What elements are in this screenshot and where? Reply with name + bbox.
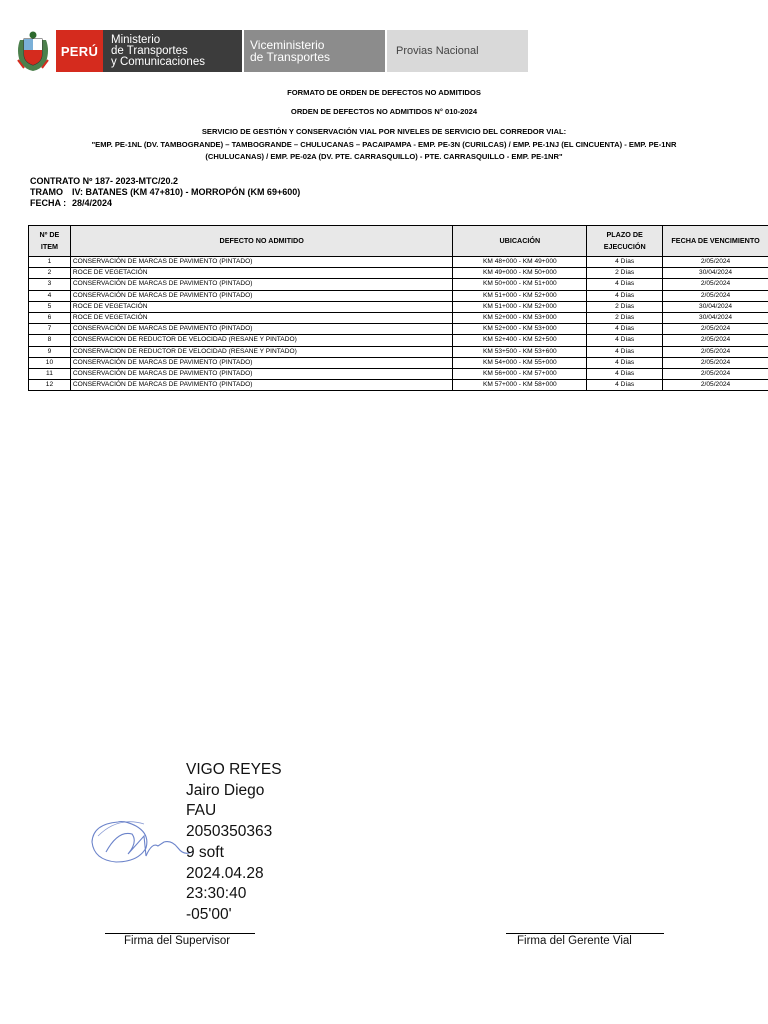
header-item: Nº DE ITEM bbox=[29, 226, 71, 257]
cell-defecto: CONSERVACIÓN DE MARCAS DE PAVIMENTO (PINTADO) bbox=[70, 279, 453, 290]
defects-table bbox=[28, 225, 768, 391]
signature-line: 23:30:40 bbox=[186, 885, 247, 903]
cell-plazo: 4 Días bbox=[587, 368, 663, 379]
signature-line: FAU bbox=[186, 802, 217, 820]
cell-item: 7 bbox=[29, 324, 71, 335]
table-row bbox=[29, 312, 768, 323]
meta-block bbox=[30, 176, 300, 209]
cell-defecto: CONSERVACIÓN DE MARCAS DE PAVIMENTO (PINTADO) bbox=[70, 357, 453, 368]
cell-item: 5 bbox=[29, 301, 71, 312]
cell-defecto: CONSERVACIÓN DE MARCAS DE PAVIMENTO (PINTADO) bbox=[70, 380, 453, 391]
table-header-row bbox=[29, 226, 768, 257]
cell-item: 12 bbox=[29, 380, 71, 391]
supervisor-signature-label: Firma del Supervisor bbox=[124, 935, 231, 947]
signature-line: -05'00' bbox=[186, 905, 232, 923]
cell-fecha: 2/05/2024 bbox=[663, 368, 768, 379]
cell-plazo: 4 Días bbox=[587, 357, 663, 368]
cell-defecto: CONSERVACION DE REDUCTOR DE VELOCIDAD (RESANE Y PINTADO) bbox=[70, 335, 453, 346]
header-defecto: DEFECTO NO ADMITIDO bbox=[70, 226, 453, 257]
service-line-3: (CHULUCANAS) / EMP. PE-02A (DV. PTE. CARRASQUILLO) - PTE. CARRASQUILLO - EMP. PE-1NR" bbox=[205, 152, 563, 161]
fecha-value: 28/4/2024 bbox=[72, 198, 113, 208]
cell-ubicacion: KM 52+400 - KM 52+500 bbox=[453, 335, 587, 346]
cell-plazo: 2 Días bbox=[587, 312, 663, 323]
cell-item: 2 bbox=[29, 268, 71, 279]
table-row bbox=[29, 268, 768, 279]
table-row bbox=[29, 290, 768, 301]
header-fecha-vencimiento: FECHA DE VENCIMIENTO bbox=[663, 226, 768, 257]
signature-line: 2050350363 bbox=[186, 823, 273, 841]
cell-plazo: 4 Días bbox=[587, 346, 663, 357]
cell-defecto: CONSERVACIÓN DE MARCAS DE PAVIMENTO (PINTADO) bbox=[70, 324, 453, 335]
cell-defecto: CONSERVACIÓN DE MARCAS DE PAVIMENTO (PINTADO) bbox=[70, 257, 453, 268]
cell-plazo: 4 Días bbox=[587, 335, 663, 346]
cell-plazo: 4 Días bbox=[587, 290, 663, 301]
cell-fecha: 2/05/2024 bbox=[663, 324, 768, 335]
cell-plazo: 4 Días bbox=[587, 279, 663, 290]
cell-item: 10 bbox=[29, 357, 71, 368]
service-line-1: SERVICIO DE GESTIÓN Y CONSERVACIÓN VIAL POR NIVELES DE SERVICIO DEL CORREDOR VIAL: bbox=[201, 127, 567, 136]
cell-item: 6 bbox=[29, 312, 71, 323]
table-row bbox=[29, 324, 768, 335]
cell-item: 4 bbox=[29, 290, 71, 301]
cell-ubicacion: KM 51+000 - KM 52+000 bbox=[453, 290, 587, 301]
cell-item: 3 bbox=[29, 279, 71, 290]
cell-fecha: 2/05/2024 bbox=[663, 380, 768, 391]
cell-plazo: 2 Días bbox=[587, 301, 663, 312]
provias-label: Provias Nacional bbox=[387, 30, 528, 72]
cell-fecha: 2/05/2024 bbox=[663, 279, 768, 290]
ministerio-line-1: Ministerio bbox=[111, 33, 161, 46]
cell-item: 11 bbox=[29, 368, 71, 379]
vice-line-2: de Transportes bbox=[250, 50, 331, 64]
cell-ubicacion: KM 51+000 - KM 52+000 bbox=[453, 301, 587, 312]
cell-fecha: 2/05/2024 bbox=[663, 357, 768, 368]
table-row bbox=[29, 301, 768, 312]
table-row bbox=[29, 357, 768, 368]
cell-ubicacion: KM 56+000 - KM 57+000 bbox=[453, 368, 587, 379]
supervisor-signature-line bbox=[105, 933, 255, 934]
order-number: ORDEN DE DEFECTOS NO ADMITIDOS N° 010-2024 bbox=[290, 107, 478, 116]
document-title: FORMATO DE ORDEN DE DEFECTOS NO ADMITIDOS bbox=[287, 88, 481, 97]
cell-fecha: 2/05/2024 bbox=[663, 335, 768, 346]
cell-fecha: 2/05/2024 bbox=[663, 257, 768, 268]
peru-label: PERÚ bbox=[56, 30, 103, 72]
ministerio-label bbox=[103, 30, 242, 72]
cell-ubicacion: KM 57+000 - KM 58+000 bbox=[453, 380, 587, 391]
cell-item: 8 bbox=[29, 335, 71, 346]
gerente-signature-label: Firma del Gerente Vial bbox=[517, 935, 632, 947]
cell-item: 9 bbox=[29, 346, 71, 357]
tramo-label: TRAMO bbox=[30, 187, 63, 197]
service-line-2: "EMP. PE-1NL (DV. TAMBOGRANDE) – TAMBOGRANDE – CHULUCANAS – PACAIPAMPA - EMP. PE-3N (CURILCAS) / EMP. PE-1NJ (EL CINCUENTA) - EMP. PE-1NR bbox=[91, 139, 677, 149]
cell-defecto: CONSERVACIÓN DE MARCAS DE PAVIMENTO (PINTADO) bbox=[70, 368, 453, 379]
table-row bbox=[29, 380, 768, 391]
signature-line: 9 soft bbox=[186, 843, 224, 861]
vice-line-1: Viceministerio bbox=[250, 38, 325, 52]
cell-defecto: ROCE DE VEGETACIÓN bbox=[70, 312, 453, 323]
cell-plazo: 4 Días bbox=[587, 380, 663, 391]
contrato: CONTRATO Nº 187- 2023-MTC/20.2 bbox=[30, 176, 178, 186]
table-row bbox=[29, 368, 768, 379]
tramo-value: IV: BATANES (KM 47+810) - MORROPÓN (KM 69+600) bbox=[72, 187, 301, 197]
cell-fecha: 2/05/2024 bbox=[663, 346, 768, 357]
ministerio-line-2: de Transportes bbox=[111, 44, 188, 57]
signature-line: Jairo Diego bbox=[186, 781, 265, 799]
cell-ubicacion: KM 50+000 - KM 51+000 bbox=[453, 279, 587, 290]
table-row bbox=[29, 346, 768, 357]
cell-defecto: CONSERVACION DE REDUCTOR DE VELOCIDAD (RESANE Y PINTADO) bbox=[70, 346, 453, 357]
fecha-label: FECHA : bbox=[30, 198, 67, 208]
digital-signature-block bbox=[186, 760, 282, 926]
cell-ubicacion: KM 53+500 - KM 53+600 bbox=[453, 346, 587, 357]
ministerio-line-3: y Comunicaciones bbox=[111, 55, 205, 68]
cell-plazo: 4 Días bbox=[587, 257, 663, 268]
cell-defecto: CONSERVACIÓN DE MARCAS DE PAVIMENTO (PINTADO) bbox=[70, 290, 453, 301]
header-ubicacion: UBICACIÓN bbox=[453, 226, 587, 257]
handwritten-signature-icon bbox=[88, 812, 198, 877]
cell-item: 1 bbox=[29, 257, 71, 268]
table-row bbox=[29, 335, 768, 346]
tramo-row bbox=[30, 187, 300, 198]
signature-line: VIGO REYES bbox=[186, 761, 282, 778]
header-banner bbox=[14, 30, 528, 72]
cell-ubicacion: KM 54+000 - KM 55+000 bbox=[453, 357, 587, 368]
cell-ubicacion: KM 52+000 - KM 53+000 bbox=[453, 312, 587, 323]
table-row bbox=[29, 257, 768, 268]
viceministerio-label bbox=[244, 30, 385, 72]
cell-plazo: 2 Días bbox=[587, 268, 663, 279]
cell-ubicacion: KM 52+000 - KM 53+000 bbox=[453, 324, 587, 335]
table-row bbox=[29, 279, 768, 290]
gerente-signature-line bbox=[506, 933, 664, 934]
cell-ubicacion: KM 48+000 - KM 49+000 bbox=[453, 257, 587, 268]
cell-defecto: ROCE DE VEGETACIÓN bbox=[70, 301, 453, 312]
header-plazo: PLAZO DE EJECUCIÓN bbox=[587, 226, 663, 257]
fecha-row bbox=[30, 198, 300, 209]
signature-line: 2024.04.28 bbox=[186, 864, 264, 882]
service-description bbox=[30, 126, 738, 164]
cell-defecto: ROCE DE VEGETACIÓN bbox=[70, 268, 453, 279]
cell-fecha: 30/04/2024 bbox=[663, 268, 768, 279]
cell-fecha: 2/05/2024 bbox=[663, 290, 768, 301]
peru-coat-of-arms-icon bbox=[14, 30, 52, 72]
cell-plazo: 4 Días bbox=[587, 324, 663, 335]
cell-fecha: 30/04/2024 bbox=[663, 312, 768, 323]
cell-ubicacion: KM 49+000 - KM 50+000 bbox=[453, 268, 587, 279]
cell-fecha: 30/04/2024 bbox=[663, 301, 768, 312]
